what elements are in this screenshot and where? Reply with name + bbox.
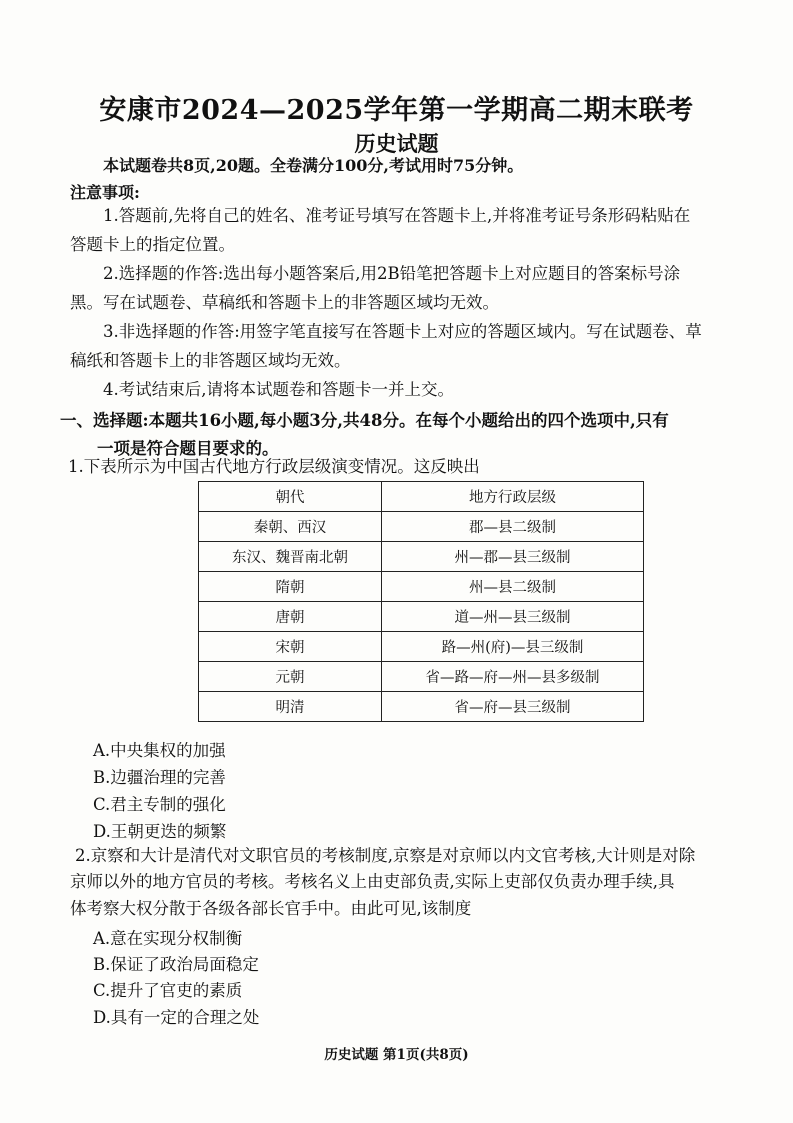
exam-subtitle: 历史试题 <box>354 131 439 156</box>
question-1-option-d: D.王朝更迭的频繁 <box>93 822 227 841</box>
table-row <box>199 512 644 542</box>
table-cell-levels: 州—县二级制 <box>382 572 644 602</box>
table-cell-dynasty: 唐朝 <box>199 602 382 632</box>
table-cell-dynasty: 秦朝、西汉 <box>199 512 382 542</box>
question-2-option-d: D.具有一定的合理之处 <box>93 1008 260 1027</box>
question-2-option-a: A.意在实现分权制衡 <box>93 929 243 948</box>
table-cell-levels: 省—路—府—州—县多级制 <box>382 662 644 692</box>
table-cell-levels: 省—府—县三级制 <box>382 692 644 722</box>
table-cell-dynasty: 宋朝 <box>199 632 382 662</box>
question-1-option-c: C.君主专制的强化 <box>93 795 226 814</box>
table-cell-levels: 郡—县二级制 <box>382 512 644 542</box>
notes-line: 3.非选择题的作答:用签字笔直接写在答题卡上对应的答题区域内。写在试题卷、草 <box>103 322 702 341</box>
notes-line: 黑。写在试题卷、草稿纸和答题卡上的非答题区域均无效。 <box>70 293 499 312</box>
notes-line: 2.选择题的作答:选出每小题答案后,用2B铅笔把答题卡上对应题目的答案标号涂 <box>103 264 681 283</box>
question-1-stem: 1.下表所示为中国古代地方行政层级演变情况。这反映出 <box>68 457 480 476</box>
notes-heading: 注意事项: <box>70 183 140 202</box>
table-row <box>199 632 644 662</box>
notes-line: 答题卡上的指定位置。 <box>70 235 235 254</box>
table-cell-levels: 道—州—县三级制 <box>382 602 644 632</box>
notes-line: 稿纸和答题卡上的非答题区域均无效。 <box>70 351 351 370</box>
admin-levels-table <box>198 481 643 722</box>
table-cell-dynasty: 东汉、魏晋南北朝 <box>199 542 382 572</box>
table-row <box>199 662 644 692</box>
question-2-option-b: B.保证了政治局面稳定 <box>93 955 259 974</box>
section-heading-cont: 一项是符合题目要求的。 <box>97 439 279 458</box>
notes-line: 1.答题前,先将自己的姓名、准考证号填写在答题卡上,并将准考证号条形码粘贴在 <box>103 206 691 225</box>
table-row <box>199 692 644 722</box>
question-2-stem: 2.京察和大计是清代对文职官员的考核制度,京察是对京师以内文官考核,大计则是对除 <box>75 846 696 865</box>
table-row <box>199 542 644 572</box>
table-cell-levels: 州—郡—县三级制 <box>382 542 644 572</box>
section-heading: 一、选择题:本题共16小题,每小题3分,共48分。在每个小题给出的四个选项中,只有 <box>60 411 669 430</box>
table-row <box>199 602 644 632</box>
table-header-row <box>199 482 644 512</box>
table-row <box>199 572 644 602</box>
table-cell-dynasty: 隋朝 <box>199 572 382 602</box>
table-header-levels: 地方行政层级 <box>382 482 644 512</box>
exam-title: 安康市2024—2025学年第一学期高二期末联考 <box>99 95 694 126</box>
page-footer: 历史试题 第1页(共8页) <box>324 1047 469 1063</box>
question-2-stem: 体考察大权分散于各级各部长官手中。由此可见,该制度 <box>70 899 472 918</box>
table-header-dynasty: 朝代 <box>199 482 382 512</box>
question-2-option-c: C.提升了官吏的素质 <box>93 981 243 1000</box>
exam-info: 本试题卷共8页,20题。全卷满分100分,考试用时75分钟。 <box>103 156 524 175</box>
notes-line: 4.考试结束后,请将本试题卷和答题卡一并上交。 <box>103 380 454 399</box>
question-1-option-b: B.边疆治理的完善 <box>93 768 226 787</box>
table-cell-levels: 路—州(府)—县三级制 <box>382 632 644 662</box>
question-1-option-a: A.中央集权的加强 <box>93 741 226 760</box>
question-2-stem: 京师以外的地方官员的考核。考核名义上由吏部负责,实际上吏部仅负责办理手续,具 <box>70 872 675 891</box>
table-cell-dynasty: 元朝 <box>199 662 382 692</box>
table-cell-dynasty: 明清 <box>199 692 382 722</box>
